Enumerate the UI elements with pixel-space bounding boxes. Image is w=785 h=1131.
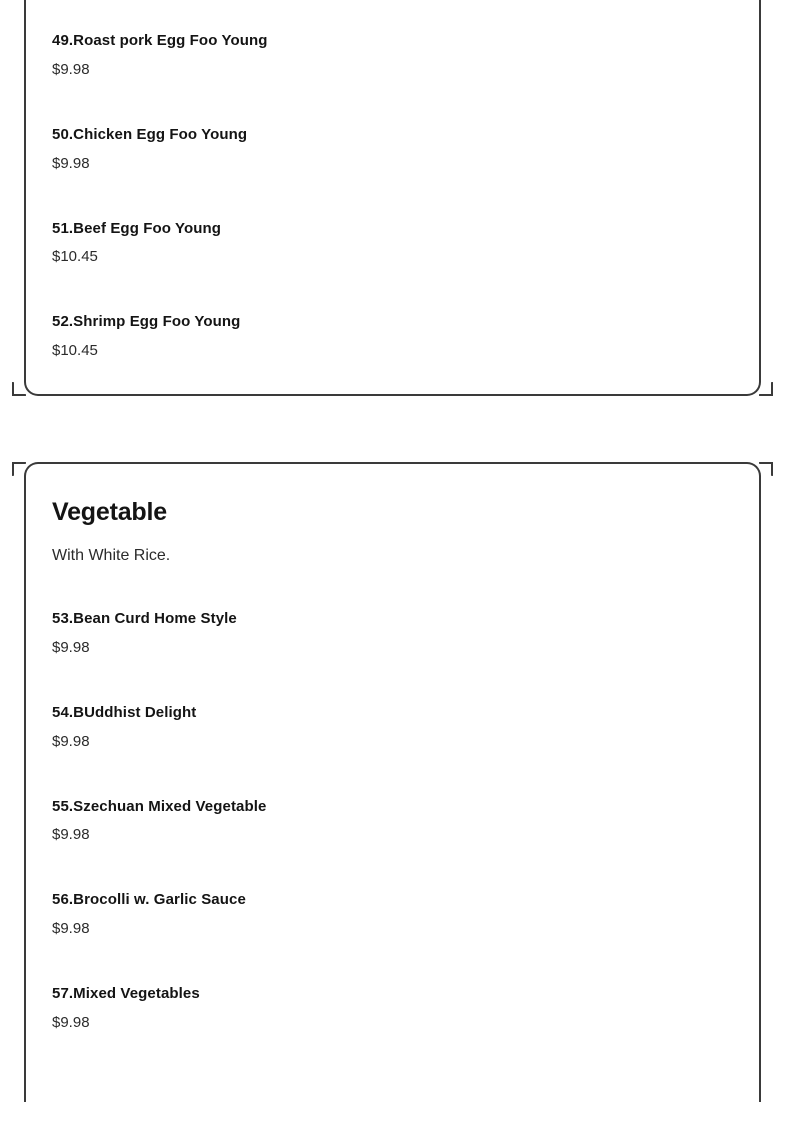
list-item[interactable] [52, 313, 733, 360]
menu-item-price: $10.45 [52, 342, 98, 359]
card-gap [0, 396, 785, 462]
card-top-spacer [52, 0, 733, 32]
list-item[interactable] [52, 220, 733, 267]
list-item[interactable] [52, 126, 733, 173]
section-title: Vegetable [52, 498, 167, 526]
card-bottom-spacer [52, 360, 733, 394]
ticket-ear-bottom-left [12, 382, 26, 396]
list-item[interactable] [52, 32, 733, 79]
menu-item-price: $10.45 [52, 248, 98, 266]
list-item[interactable] [52, 985, 733, 1032]
list-item[interactable] [52, 610, 733, 657]
card-bottom-spacer [52, 1032, 733, 1092]
menu-item-price: $9.98 [52, 732, 90, 750]
ticket-ear-top-right [759, 462, 773, 476]
menu-section-card-egg-foo-young [24, 0, 761, 396]
menu-item-price: $9.98 [52, 826, 90, 844]
menu-item-price: $9.98 [52, 1013, 90, 1031]
section-header-gap [52, 565, 733, 610]
menu-item-price: $9.98 [52, 60, 90, 78]
section-description: With White Rice. [52, 547, 171, 564]
ticket-ear-bottom-right [759, 382, 773, 396]
list-item[interactable] [52, 704, 733, 751]
menu-item-name: 57.Mixed Vegetables [52, 985, 200, 1002]
menu-item-name: 50.Chicken Egg Foo Young [52, 125, 248, 143]
menu-item-price: $9.98 [52, 638, 90, 656]
ticket-ear-top-left [12, 462, 26, 476]
menu-item-list [52, 32, 733, 360]
menu-item-name: 52.Shrimp Egg Foo Young [52, 313, 241, 331]
menu-item-list [52, 610, 733, 1032]
list-item[interactable] [52, 798, 733, 845]
list-item[interactable] [52, 891, 733, 938]
menu-item-price: $9.98 [52, 920, 90, 937]
menu-item-name: 55.Szechuan Mixed Vegetable [52, 797, 267, 815]
menu-item-name: 53.Bean Curd Home Style [52, 610, 237, 627]
menu-item-price: $9.98 [52, 154, 90, 172]
menu-item-name: 54.BUddhist Delight [52, 703, 197, 721]
menu-item-name: 51.Beef Egg Foo Young [52, 219, 222, 237]
menu-section-card-vegetable [24, 462, 761, 1102]
menu-item-name: 49.Roast pork Egg Foo Young [52, 32, 268, 49]
menu-item-name: 56.Brocolli w. Garlic Sauce [52, 891, 246, 909]
